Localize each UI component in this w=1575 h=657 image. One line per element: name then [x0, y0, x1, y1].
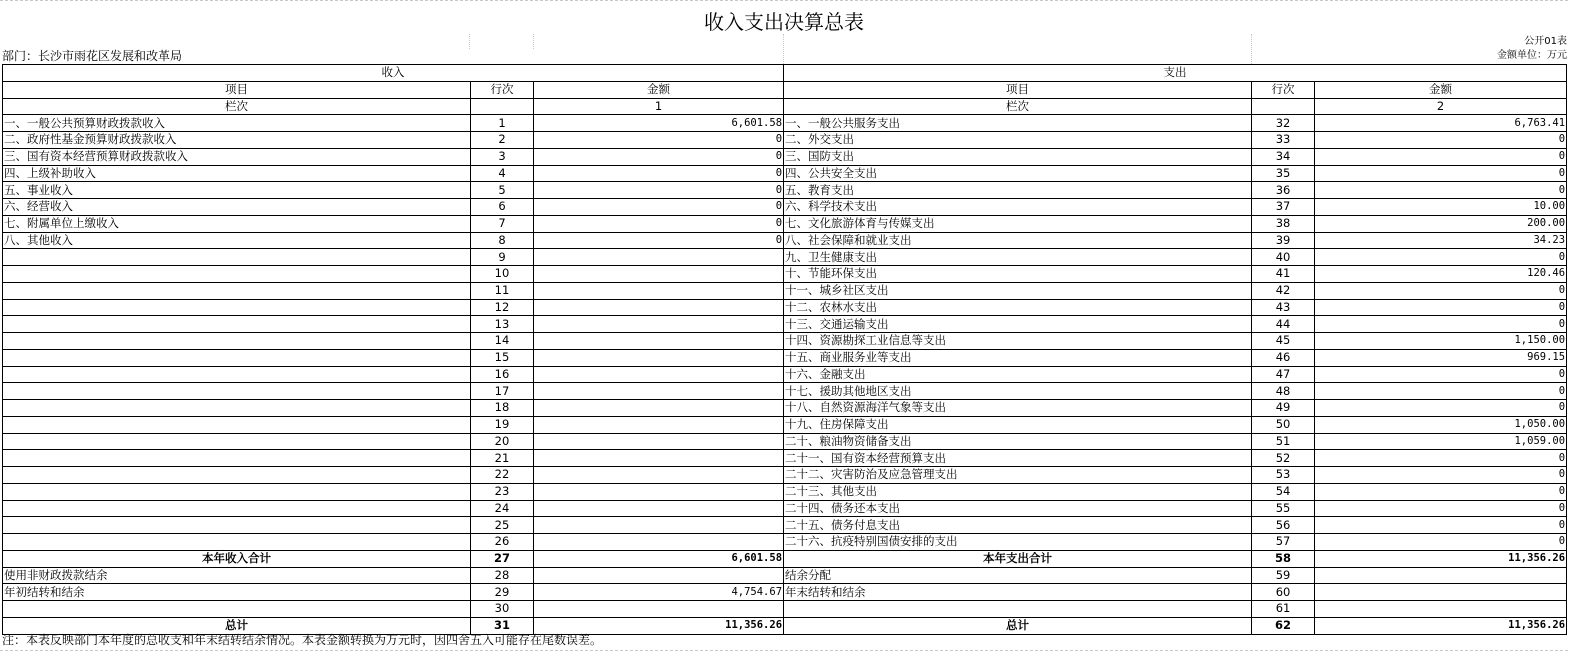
income-amount-cell — [534, 483, 784, 500]
table-row — [3, 517, 1567, 534]
income-line-cell: 12 — [471, 299, 534, 316]
expense-amount-cell: 1,050.00 — [1315, 416, 1567, 433]
income-item-cell — [3, 483, 471, 500]
income-amount-cell — [534, 567, 784, 584]
income-item-cell: 八、其他收入 — [3, 232, 471, 249]
table-row — [3, 316, 1567, 333]
income-line-cell: 7 — [471, 215, 534, 232]
income-amount-cell: 0 — [534, 165, 784, 182]
table-row — [3, 400, 1567, 417]
income-line-cell: 21 — [471, 450, 534, 467]
income-line-cell: 27 — [471, 550, 534, 567]
income-line-cell: 30 — [471, 601, 534, 618]
expense-item-cell: 十九、住房保障支出 — [784, 416, 1252, 433]
income-line-cell: 1 — [471, 115, 534, 132]
table-row — [3, 266, 1567, 283]
income-item-cell: 年初结转和结余 — [3, 584, 471, 601]
income-line-cell: 25 — [471, 517, 534, 534]
expense-item-cell: 十三、交通运输支出 — [784, 316, 1252, 333]
expense-amount-cell: 969.15 — [1315, 349, 1567, 366]
table-row — [3, 249, 1567, 266]
expense-line-cell: 51 — [1252, 433, 1315, 450]
expense-column-number-label: 栏次 — [784, 98, 1252, 115]
income-amount-cell — [534, 433, 784, 450]
expense-item-cell: 五、教育支出 — [784, 182, 1252, 199]
expense-amount-cell: 0 — [1315, 282, 1567, 299]
income-expense-table — [2, 64, 1567, 635]
expense-item-cell: 一、一般公共服务支出 — [784, 115, 1252, 132]
income-amount-cell — [534, 517, 784, 534]
expense-line-cell: 36 — [1252, 182, 1315, 199]
expense-amount-cell: 0 — [1315, 500, 1567, 517]
table-row — [3, 366, 1567, 383]
expense-amount-cell: 0 — [1315, 366, 1567, 383]
expense-amount-cell: 1,059.00 — [1315, 433, 1567, 450]
expense-item-cell: 十、节能环保支出 — [784, 266, 1252, 283]
page-title: 收入支出决算总表 — [0, 0, 1568, 35]
income-column-number-label: 栏次 — [3, 98, 471, 115]
expense-item-cell: 二十六、抗疫特别国债安排的支出 — [784, 534, 1252, 551]
income-amount-cell: 11,356.26 — [534, 617, 784, 634]
table-row — [3, 467, 1567, 484]
income-item-cell — [3, 249, 471, 266]
table-code-label: 公开01表 — [1524, 36, 1567, 47]
income-amount-cell — [534, 534, 784, 551]
expense-line-cell: 57 — [1252, 534, 1315, 551]
expense-amount-cell: 0 — [1315, 165, 1567, 182]
expense-line-column-number — [1252, 98, 1315, 115]
expense-amount-cell: 0 — [1315, 132, 1567, 149]
expense-line-cell: 50 — [1252, 416, 1315, 433]
income-item-cell: 六、经营收入 — [3, 199, 471, 216]
table-row — [3, 282, 1567, 299]
expense-amount-column-number: 2 — [1315, 98, 1567, 115]
income-item-cell — [3, 467, 471, 484]
income-amount-cell — [534, 349, 784, 366]
income-line-cell: 15 — [471, 349, 534, 366]
income-line-cell: 9 — [471, 249, 534, 266]
expense-line-cell: 59 — [1252, 567, 1315, 584]
expense-line-cell: 38 — [1252, 215, 1315, 232]
grid-divider — [1251, 34, 1252, 64]
table-row — [3, 165, 1567, 182]
income-line-cell: 29 — [471, 584, 534, 601]
expense-amount-cell: 0 — [1315, 182, 1567, 199]
income-amount-cell: 6,601.58 — [534, 550, 784, 567]
table-row — [3, 617, 1567, 634]
expense-line-cell: 55 — [1252, 500, 1315, 517]
expense-line-cell: 44 — [1252, 316, 1315, 333]
income-item-cell — [3, 500, 471, 517]
expense-amount-cell: 6,763.41 — [1315, 115, 1567, 132]
table-row — [3, 115, 1567, 132]
expense-line-cell: 54 — [1252, 483, 1315, 500]
expense-line-cell: 48 — [1252, 383, 1315, 400]
expense-amount-cell: 1,150.00 — [1315, 333, 1567, 350]
income-amount-cell — [534, 500, 784, 517]
expense-line-cell: 39 — [1252, 232, 1315, 249]
expense-item-cell: 十一、城乡社区支出 — [784, 282, 1252, 299]
expense-item-cell: 二十二、灾害防治及应急管理支出 — [784, 467, 1252, 484]
expense-item-cell: 六、科学技术支出 — [784, 199, 1252, 216]
expense-item-cell: 九、卫生健康支出 — [784, 249, 1252, 266]
expense-item-cell: 十七、援助其他地区支出 — [784, 383, 1252, 400]
income-line-cell: 10 — [471, 266, 534, 283]
expense-line-cell: 33 — [1252, 132, 1315, 149]
expense-line-cell: 60 — [1252, 584, 1315, 601]
income-item-cell — [3, 316, 471, 333]
expense-amount-cell: 0 — [1315, 534, 1567, 551]
income-section-header: 收入 — [3, 65, 784, 82]
income-amount-cell: 0 — [534, 132, 784, 149]
expense-amount-cell: 120.46 — [1315, 266, 1567, 283]
income-line-cell: 22 — [471, 467, 534, 484]
expense-item-cell: 七、文化旅游体育与传媒支出 — [784, 215, 1252, 232]
expense-amount-cell — [1315, 601, 1567, 618]
table-column-number-row — [3, 98, 1567, 115]
income-amount-cell — [534, 333, 784, 350]
expense-item-cell: 二十三、其他支出 — [784, 483, 1252, 500]
amount-unit-label: 金额单位：万元 — [1497, 50, 1567, 61]
income-amount-cell — [534, 450, 784, 467]
expense-line-cell: 47 — [1252, 366, 1315, 383]
expense-line-cell: 43 — [1252, 299, 1315, 316]
income-amount-cell — [534, 366, 784, 383]
income-amount-cell — [534, 282, 784, 299]
table-row — [3, 148, 1567, 165]
expense-item-cell: 年末结转和结余 — [784, 584, 1252, 601]
table-row — [3, 132, 1567, 149]
income-amount-cell — [534, 416, 784, 433]
income-amount-cell: 0 — [534, 148, 784, 165]
expense-item-cell: 二十一、国有资本经营预算支出 — [784, 450, 1252, 467]
income-item-cell — [3, 433, 471, 450]
expense-line-cell: 41 — [1252, 266, 1315, 283]
income-amount-cell: 0 — [534, 182, 784, 199]
expense-amount-cell: 34.23 — [1315, 232, 1567, 249]
income-line-cell: 28 — [471, 567, 534, 584]
expense-item-cell: 二、外交支出 — [784, 132, 1252, 149]
income-line-cell: 26 — [471, 534, 534, 551]
income-item-cell — [3, 416, 471, 433]
grid-divider — [533, 34, 534, 49]
expense-line-cell: 62 — [1252, 617, 1315, 634]
income-item-cell — [3, 400, 471, 417]
income-amount-cell: 0 — [534, 199, 784, 216]
income-amount-cell: 0 — [534, 232, 784, 249]
table-section-header-row — [3, 65, 1567, 82]
income-amount-cell — [534, 316, 784, 333]
expense-item-cell — [784, 601, 1252, 618]
expense-line-cell: 46 — [1252, 349, 1315, 366]
income-amount-cell: 0 — [534, 215, 784, 232]
expense-line-cell: 32 — [1252, 115, 1315, 132]
income-line-cell: 3 — [471, 148, 534, 165]
table-column-header-row — [3, 81, 1567, 98]
expense-item-cell: 十八、自然资源海洋气象等支出 — [784, 400, 1252, 417]
expense-amount-cell: 0 — [1315, 249, 1567, 266]
expense-line-cell: 52 — [1252, 450, 1315, 467]
expense-line-cell: 56 — [1252, 517, 1315, 534]
table-row — [3, 550, 1567, 567]
table-row — [3, 584, 1567, 601]
income-line-cell: 24 — [471, 500, 534, 517]
footnote: 注：本表反映部门本年度的总收支和年末结转结余情况。本表金额转换为万元时，因四舍五入可能存在尾数误差。 — [2, 633, 603, 647]
expense-line-cell: 42 — [1252, 282, 1315, 299]
income-item-cell — [3, 299, 471, 316]
expense-item-cell: 十六、金融支出 — [784, 366, 1252, 383]
income-item-cell — [3, 601, 471, 618]
income-amount-cell — [534, 601, 784, 618]
table-row — [3, 333, 1567, 350]
table-row — [3, 416, 1567, 433]
income-item-header: 项目 — [3, 81, 471, 98]
income-amount-header: 金额 — [534, 81, 784, 98]
income-line-cell: 16 — [471, 366, 534, 383]
expense-item-cell: 十四、资源勘探工业信息等支出 — [784, 333, 1252, 350]
income-item-cell — [3, 266, 471, 283]
expense-line-cell: 34 — [1252, 148, 1315, 165]
table-row — [3, 215, 1567, 232]
income-line-column-number — [471, 98, 534, 115]
expense-line-cell: 37 — [1252, 199, 1315, 216]
table-row — [3, 567, 1567, 584]
income-amount-cell: 6,601.58 — [534, 115, 784, 132]
table-body — [3, 115, 1567, 634]
income-line-cell: 6 — [471, 199, 534, 216]
income-line-cell: 23 — [471, 483, 534, 500]
income-item-cell — [3, 282, 471, 299]
table-row — [3, 182, 1567, 199]
expense-item-cell: 二十四、债务还本支出 — [784, 500, 1252, 517]
expense-item-cell: 十五、商业服务业等支出 — [784, 349, 1252, 366]
income-line-cell: 19 — [471, 416, 534, 433]
expense-amount-cell — [1315, 567, 1567, 584]
income-line-cell: 18 — [471, 400, 534, 417]
income-amount-column-number: 1 — [534, 98, 784, 115]
table-row — [3, 383, 1567, 400]
expense-amount-cell: 0 — [1315, 450, 1567, 467]
income-item-cell: 二、政府性基金预算财政拨款收入 — [3, 132, 471, 149]
table-row — [3, 483, 1567, 500]
income-item-cell — [3, 333, 471, 350]
expense-item-cell: 三、国防支出 — [784, 148, 1252, 165]
grid-divider — [469, 34, 470, 49]
expense-amount-cell — [1315, 584, 1567, 601]
income-amount-cell — [534, 249, 784, 266]
expense-item-cell: 四、公共安全支出 — [784, 165, 1252, 182]
expense-item-cell: 总计 — [784, 617, 1252, 634]
expense-amount-cell: 0 — [1315, 467, 1567, 484]
income-item-cell: 五、事业收入 — [3, 182, 471, 199]
expense-item-cell: 八、社会保障和就业支出 — [784, 232, 1252, 249]
grid-divider — [783, 34, 784, 64]
income-line-cell: 2 — [471, 132, 534, 149]
income-amount-cell — [534, 467, 784, 484]
income-item-cell — [3, 450, 471, 467]
expense-amount-cell: 0 — [1315, 148, 1567, 165]
expense-amount-cell: 10.00 — [1315, 199, 1567, 216]
expense-item-header: 项目 — [784, 81, 1252, 98]
income-item-cell: 四、上级补助收入 — [3, 165, 471, 182]
income-line-cell: 31 — [471, 617, 534, 634]
income-amount-cell: 4,754.67 — [534, 584, 784, 601]
income-item-cell: 七、附属单位上缴收入 — [3, 215, 471, 232]
expense-line-cell: 40 — [1252, 249, 1315, 266]
income-item-cell — [3, 349, 471, 366]
income-line-cell: 8 — [471, 232, 534, 249]
department-label: 部门：长沙市雨花区发展和改革局 — [2, 49, 183, 63]
income-item-cell — [3, 383, 471, 400]
expense-item-cell: 结余分配 — [784, 567, 1252, 584]
income-item-cell — [3, 366, 471, 383]
income-amount-cell — [534, 299, 784, 316]
income-amount-cell — [534, 400, 784, 417]
expense-amount-cell: 0 — [1315, 483, 1567, 500]
expense-item-cell: 二十五、债务付息支出 — [784, 517, 1252, 534]
income-item-cell: 使用非财政拨款结余 — [3, 567, 471, 584]
expense-amount-cell: 11,356.26 — [1315, 550, 1567, 567]
income-item-cell: 一、一般公共预算财政拨款收入 — [3, 115, 471, 132]
table-row — [3, 433, 1567, 450]
table-row — [3, 534, 1567, 551]
income-item-cell — [3, 517, 471, 534]
income-amount-cell — [534, 266, 784, 283]
income-item-cell — [3, 534, 471, 551]
expense-amount-cell: 0 — [1315, 400, 1567, 417]
expense-line-cell: 58 — [1252, 550, 1315, 567]
expense-amount-cell: 0 — [1315, 517, 1567, 534]
expense-amount-cell: 0 — [1315, 316, 1567, 333]
table-row — [3, 299, 1567, 316]
income-item-cell: 本年收入合计 — [3, 550, 471, 567]
expense-line-cell: 49 — [1252, 400, 1315, 417]
income-line-cell: 4 — [471, 165, 534, 182]
expense-line-cell: 35 — [1252, 165, 1315, 182]
income-line-cell: 20 — [471, 433, 534, 450]
income-line-cell: 11 — [471, 282, 534, 299]
income-line-cell: 17 — [471, 383, 534, 400]
expense-amount-cell: 11,356.26 — [1315, 617, 1567, 634]
expense-line-cell: 53 — [1252, 467, 1315, 484]
table-row — [3, 500, 1567, 517]
expense-item-cell: 本年支出合计 — [784, 550, 1252, 567]
expense-amount-cell: 0 — [1315, 299, 1567, 316]
expense-item-cell: 二十、粮油物资储备支出 — [784, 433, 1252, 450]
table-row — [3, 349, 1567, 366]
income-line-cell: 5 — [471, 182, 534, 199]
income-item-cell: 三、国有资本经营预算财政拨款收入 — [3, 148, 471, 165]
income-amount-cell — [534, 383, 784, 400]
table-row — [3, 601, 1567, 618]
expense-amount-cell: 200.00 — [1315, 215, 1567, 232]
table-row — [3, 199, 1567, 216]
income-line-header: 行次 — [471, 81, 534, 98]
expense-amount-cell: 0 — [1315, 383, 1567, 400]
expense-line-header: 行次 — [1252, 81, 1315, 98]
expense-item-cell: 十二、农林水支出 — [784, 299, 1252, 316]
expense-line-cell: 45 — [1252, 333, 1315, 350]
expense-line-cell: 61 — [1252, 601, 1315, 618]
expense-section-header: 支出 — [784, 65, 1567, 82]
income-line-cell: 14 — [471, 333, 534, 350]
expense-amount-header: 金额 — [1315, 81, 1567, 98]
income-item-cell: 总计 — [3, 617, 471, 634]
income-line-cell: 13 — [471, 316, 534, 333]
table-row — [3, 232, 1567, 249]
page-break-line — [0, 650, 1568, 651]
table-row — [3, 450, 1567, 467]
